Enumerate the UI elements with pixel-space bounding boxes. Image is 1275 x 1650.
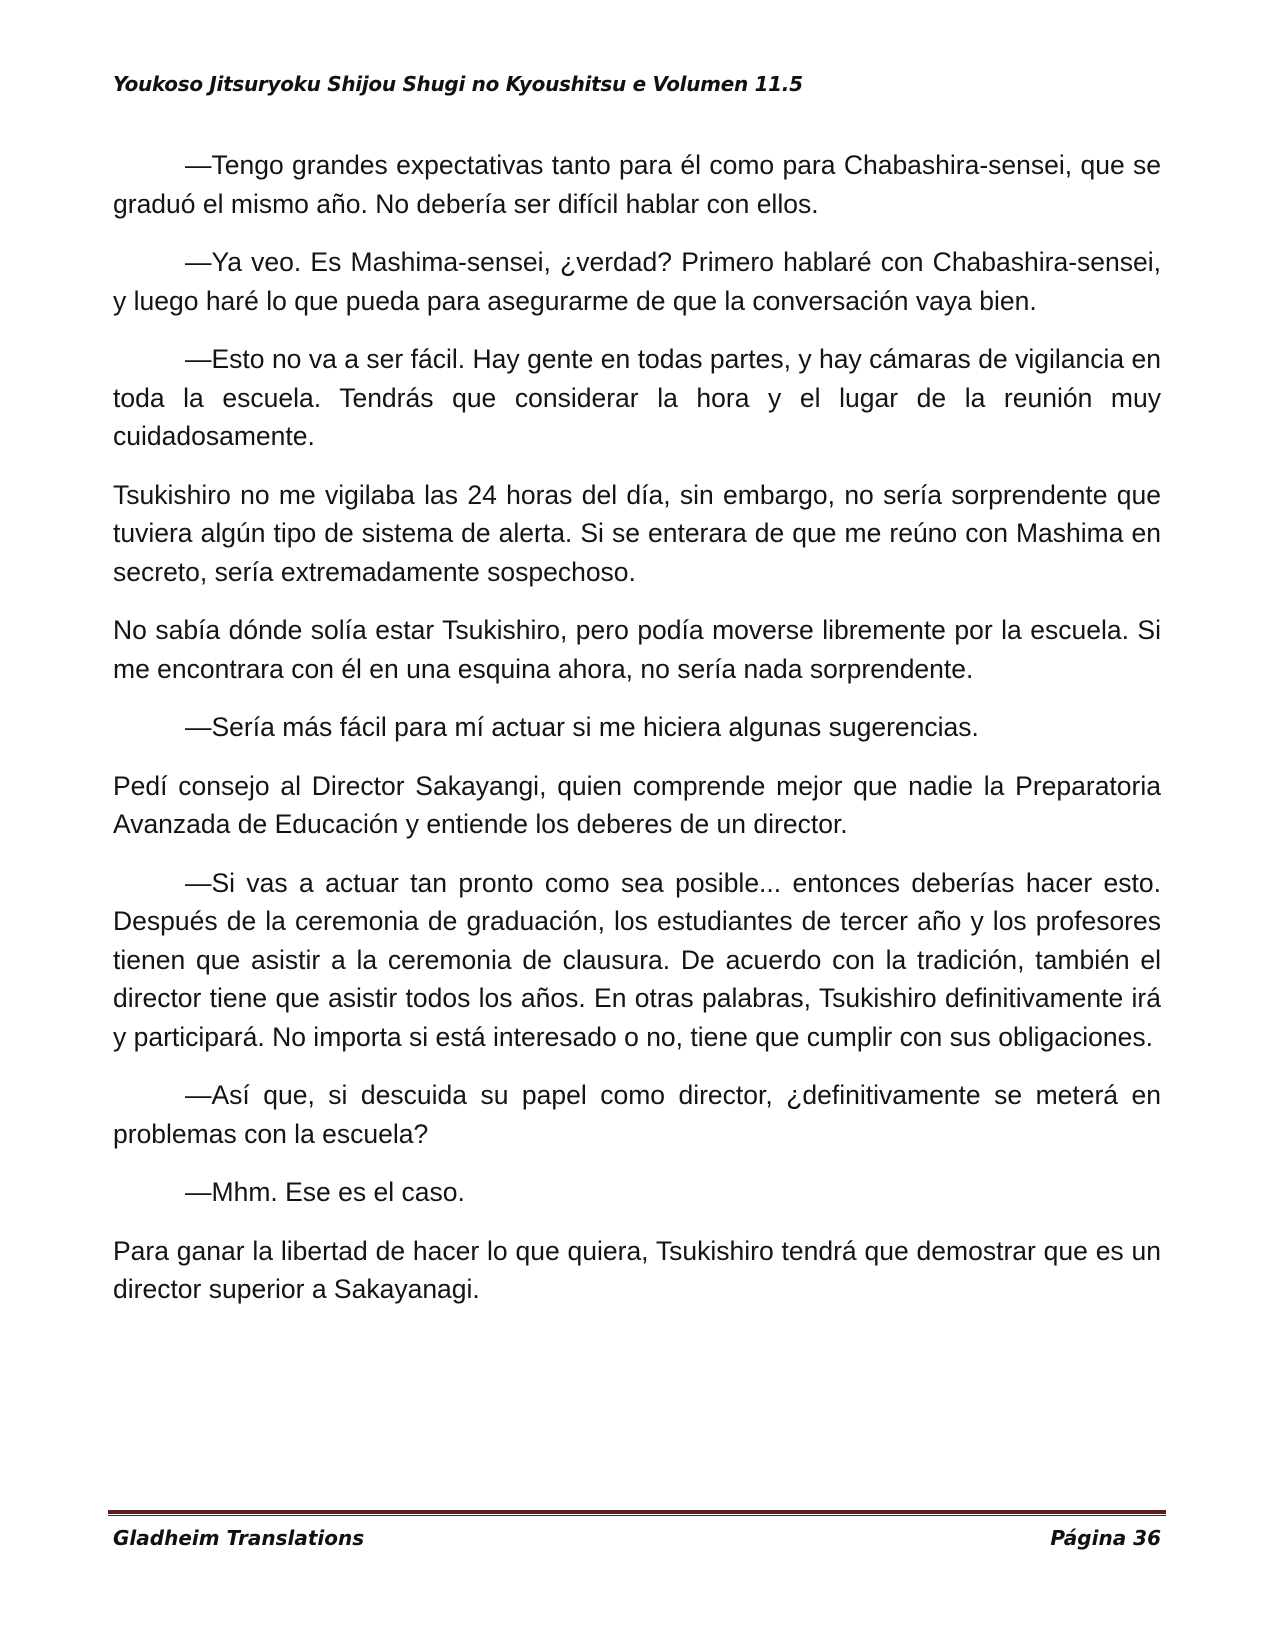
paragraph: —Tengo grandes expectativas tanto para él como para Chabashira-sensei, que se graduó el mismo año. No debería ser difícil hablar con ellos.	[113, 150, 1161, 219]
footer-translator-credit: Gladheim Translations	[113, 1526, 365, 1550]
footer-page-number: Página 36	[1050, 1526, 1161, 1550]
paragraph: Tsukishiro no me vigilaba las 24 horas del día, sin embargo, no sería sorprendente que tuviera algún tipo de sistema de alerta. Si se enterara de que me reúno con Mashima en secreto, sería extremadamente sospechoso.	[113, 479, 1161, 587]
paragraph: Pedí consejo al Director Sakayangi, quien comprende mejor que nadie la Preparatoria Avanzada de Educación y entiende los deberes de un director.	[113, 770, 1161, 839]
page-header-title: Youkoso Jitsuryoku Shijou Shugi no Kyoushitsu e Volumen 11.5	[113, 72, 803, 96]
paragraph: —Si vas a actuar tan pronto como sea posible... entonces deberías hacer esto. Después de la ceremonia de graduación, los estudiantes de tercer año y los profesores tienen que asistir a la ceremonia de clausura. De acuerdo con la tradición, también el director tiene que asistir todos los años. En otras palabras, Tsukishiro definitivamente irá y participará. No importa si está interesado o no, tiene que cumplir con sus obligaciones.	[113, 867, 1161, 1052]
footer-divider	[108, 1510, 1166, 1516]
paragraph: —Ya veo. Es Mashima-sensei, ¿verdad? Primero hablaré con Chabashira-sensei, y luego haré lo que pueda para asegurarme de que la conversación vaya bien.	[113, 247, 1161, 316]
paragraph: Para ganar la libertad de hacer lo que quiera, Tsukishiro tendrá que demostrar que es un director superior a Sakayanagi.	[113, 1235, 1161, 1304]
footer-divider-thin	[108, 1515, 1166, 1516]
paragraph: —Mhm. Ese es el caso.	[185, 1177, 465, 1207]
paragraph: —Así que, si descuida su papel como director, ¿definitivamente se meterá en problemas con la escuela?	[113, 1080, 1161, 1149]
page-body	[113, 146, 1161, 1329]
paragraph: No sabía dónde solía estar Tsukishiro, pero podía moverse libremente por la escuela. Si me encontrara con él en una esquina ahora, no sería nada sorprendente.	[113, 615, 1161, 684]
paragraph: —Esto no va a ser fácil. Hay gente en todas partes, y hay cámaras de vigilancia en toda la escuela. Tendrás que considerar la hora y el lugar de la reunión muy cuidadosamente.	[113, 344, 1161, 451]
footer-divider-thick	[108, 1510, 1166, 1514]
paragraph: —Sería más fácil para mí actuar si me hiciera algunas sugerencias.	[185, 712, 979, 742]
